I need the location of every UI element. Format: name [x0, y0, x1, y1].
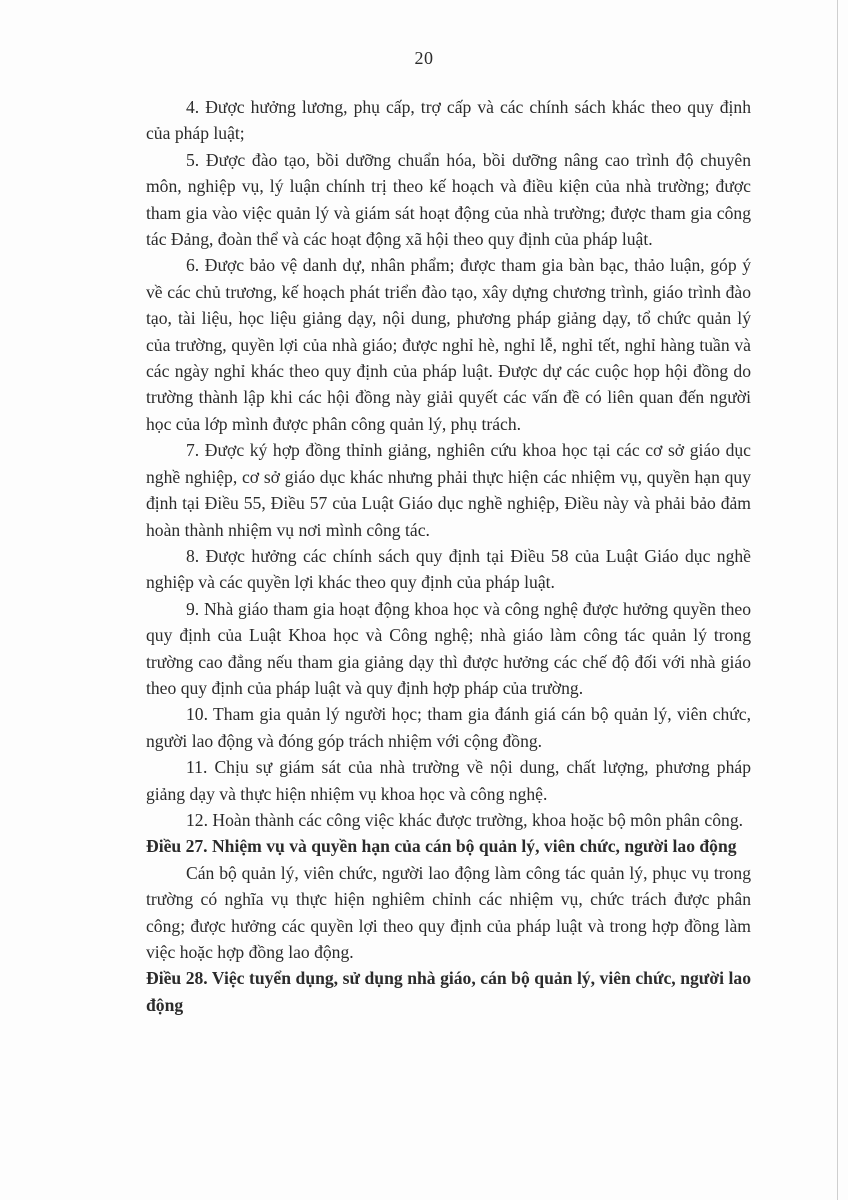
- clause-10: 10. Tham gia quản lý người học; tham gia đánh giá cán bộ quản lý, viên chức, người lao động và đóng góp trách nhiệm với cộng đồng.: [146, 704, 751, 751]
- clause-8: 8. Được hưởng các chính sách quy định tại Điều 58 của Luật Giáo dục nghề nghiệp và các quyền lợi khác theo quy định của pháp luật.: [146, 545, 751, 593]
- document-body: [146, 94, 751, 1018]
- page-number: 20: [414, 48, 434, 68]
- clause-12: 12. Hoàn thành các công việc khác được trường, khoa hoặc bộ môn phân công.: [186, 809, 744, 830]
- page-edge-line: [837, 0, 838, 1200]
- article-27-body: Cán bộ quản lý, viên chức, người lao động làm công tác quản lý, phục vụ trong trường có nghĩa vụ thực hiện nghiêm chỉnh các nhiệm vụ, chức trách được phân công; được hưởng các quyền lợi theo quy định của pháp luật và trong hợp đồng làm việc hoặc hợp đồng lao động.: [146, 862, 751, 962]
- clause-7: 7. Được ký hợp đồng thỉnh giảng, nghiên cứu khoa học tại các cơ sở giáo dục nghề nghiệp, cơ sở giáo dục khác nhưng phải thực hiện các nhiệm vụ, quyền hạn quy định tại Điều 55, Điều 57 của Luật Giáo dục nghề nghiệp, Điều này và phải bảo đảm hoàn thành nhiệm vụ nơi mình công tác.: [146, 440, 751, 540]
- article-28-heading: Điều 28. Việc tuyển dụng, sử dụng nhà giáo, cán bộ quản lý, viên chức, người lao động: [146, 968, 751, 1015]
- clause-5: 5. Được đào tạo, bồi dưỡng chuẩn hóa, bồi dưỡng nâng cao trình độ chuyên môn, nghiệp vụ, lý luận chính trị theo kế hoạch và điều kiện của nhà trường; được tham gia vào việc quản lý và giám sát hoạt động của nhà trường; được tham gia công tác Đảng, đoàn thể và các hoạt động xã hội theo quy định của pháp luật.: [146, 149, 751, 250]
- clause-9: 9. Nhà giáo tham gia hoạt động khoa học và công nghệ được hưởng quyền theo quy định của Luật Khoa học và Công nghệ; nhà giáo làm công tác quản lý trong trường cao đẳng nếu tham gia giảng dạy thì được hưởng các chế độ đối với nhà giáo theo quy định của pháp luật và quy định hợp pháp của trường.: [146, 598, 751, 698]
- clause-6: 6. Được bảo vệ danh dự, nhân phẩm; được tham gia bàn bạc, thảo luận, góp ý về các chủ trương, kế hoạch phát triển đào tạo, xây dựng chương trình, giáo trình đào tạo, tài liệu, học liệu giảng dạy, nội dung, phương pháp giảng dạy, tổ chức quản lý của trường, quyền lợi của nhà giáo; được nghỉ hè, nghỉ lễ, nghỉ tết, nghỉ hàng tuần và các ngày nghỉ khác theo quy định của pháp luật. Được dự các cuộc họp hội đồng do trường thành lập khi các hội đồng này giải quyết các vấn đề có liên quan đến người học của lớp mình được phân công quản lý, phụ trách.: [146, 255, 751, 434]
- clause-11: 11. Chịu sự giám sát của nhà trường về nội dung, chất lượng, phương pháp giảng dạy và thực hiện nhiệm vụ khoa học và công nghệ.: [146, 757, 751, 804]
- clause-4: 4. Được hưởng lương, phụ cấp, trợ cấp và các chính sách khác theo quy định của pháp luật;: [146, 97, 751, 144]
- article-27-heading: Điều 27. Nhiệm vụ và quyền hạn của cán bộ quản lý, viên chức, người lao động: [146, 836, 737, 857]
